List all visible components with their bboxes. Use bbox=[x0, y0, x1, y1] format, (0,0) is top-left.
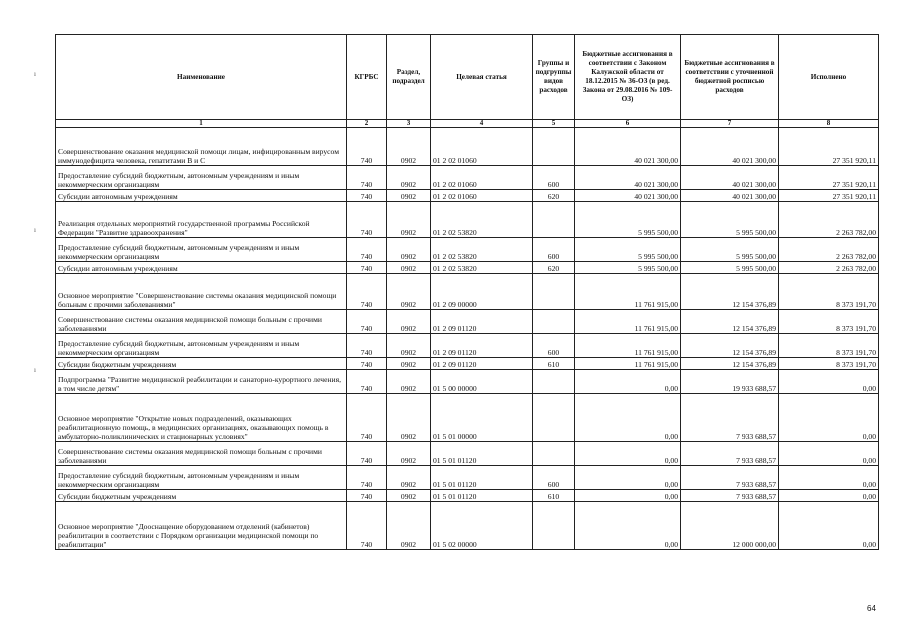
row-group-cell bbox=[533, 394, 575, 442]
row-section-cell: 0902 bbox=[387, 334, 431, 358]
col-header-law: Бюджетные ассигнования в соответствии с Законом Калужской области от 18.12.2015 № 36-ОЗ (в ред. Закона от 29.08.2016 № 109-ОЗ) bbox=[575, 35, 681, 120]
row-target-cell: 01 5 01 01120 bbox=[431, 466, 533, 490]
row-executed-amount-cell: 0,00 bbox=[779, 502, 879, 550]
row-executed-amount-cell: 27 351 920,11 bbox=[779, 166, 879, 190]
row-name-cell: Основное мероприятие "Дооснащение оборудованием отделений (кабинетов) реабилитации в соответствии с Порядком организации медицинской помощи по реабилитации" bbox=[56, 502, 347, 550]
row-law-amount-cell: 11 761 915,00 bbox=[575, 358, 681, 370]
row-section-cell: 0902 bbox=[387, 262, 431, 274]
row-refined-amount-cell: 7 933 688,57 bbox=[681, 490, 779, 502]
row-refined-amount-cell: 40 021 300,00 bbox=[681, 190, 779, 202]
row-section-cell: 0902 bbox=[387, 190, 431, 202]
row-name-cell: Совершенствование системы оказания медицинской помощи больным с прочими заболеваниями bbox=[56, 310, 347, 334]
row-target-cell: 01 5 02 00000 bbox=[431, 502, 533, 550]
col-number: 7 bbox=[681, 120, 779, 128]
col-number: 4 bbox=[431, 120, 533, 128]
row-refined-amount-cell: 12 154 376,89 bbox=[681, 358, 779, 370]
col-number: 3 bbox=[387, 120, 431, 128]
row-name-cell: Совершенствование оказания медицинской помощи лицам, инфицированным вирусом иммунодефицита человека, гепатитами В и С bbox=[56, 128, 347, 166]
row-law-amount-cell: 0,00 bbox=[575, 394, 681, 442]
row-name-cell: Субсидии автономным учреждениям bbox=[56, 262, 347, 274]
row-executed-amount-cell: 27 351 920,11 bbox=[779, 190, 879, 202]
row-section-cell: 0902 bbox=[387, 442, 431, 466]
row-refined-amount-cell: 12 154 376,89 bbox=[681, 334, 779, 358]
row-kgrbs-cell: 740 bbox=[347, 238, 387, 262]
row-name-cell: Предоставление субсидий бюджетным, автономным учреждениям и иным некоммерческим организациям bbox=[56, 166, 347, 190]
row-refined-amount-cell: 5 995 500,00 bbox=[681, 238, 779, 262]
row-name-cell: Субсидии автономным учреждениям bbox=[56, 190, 347, 202]
row-name-cell: Основное мероприятие "Совершенствование системы оказания медицинской помощи больным с прочими заболеваниями" bbox=[56, 274, 347, 310]
row-kgrbs-cell: 740 bbox=[347, 202, 387, 238]
row-kgrbs-cell: 740 bbox=[347, 166, 387, 190]
row-refined-amount-cell: 12 154 376,89 bbox=[681, 310, 779, 334]
row-target-cell: 01 2 02 53820 bbox=[431, 202, 533, 238]
table-header-row bbox=[56, 35, 879, 120]
row-group-cell: 620 bbox=[533, 262, 575, 274]
col-number: 5 bbox=[533, 120, 575, 128]
row-kgrbs-cell: 740 bbox=[347, 190, 387, 202]
row-group-cell bbox=[533, 370, 575, 394]
col-header-refined: Бюджетные ассигнования в соответствии с уточненной бюджетной росписью расходов bbox=[681, 35, 779, 120]
row-target-cell: 01 2 02 53820 bbox=[431, 238, 533, 262]
row-law-amount-cell: 40 021 300,00 bbox=[575, 166, 681, 190]
row-executed-amount-cell: 8 373 191,70 bbox=[779, 310, 879, 334]
row-kgrbs-cell: 740 bbox=[347, 310, 387, 334]
row-kgrbs-cell: 740 bbox=[347, 442, 387, 466]
table-row bbox=[56, 202, 879, 238]
col-header-target: Целевая статья bbox=[431, 35, 533, 120]
row-section-cell: 0902 bbox=[387, 370, 431, 394]
col-number: 8 bbox=[779, 120, 879, 128]
table-body bbox=[56, 128, 879, 550]
row-law-amount-cell: 5 995 500,00 bbox=[575, 262, 681, 274]
row-group-cell: 620 bbox=[533, 190, 575, 202]
row-section-cell: 0902 bbox=[387, 202, 431, 238]
row-section-cell: 0902 bbox=[387, 128, 431, 166]
row-kgrbs-cell: 740 bbox=[347, 262, 387, 274]
row-section-cell: 0902 bbox=[387, 238, 431, 262]
table-row bbox=[56, 190, 879, 202]
col-header-executed: Исполнено bbox=[779, 35, 879, 120]
row-target-cell: 01 2 02 53820 bbox=[431, 262, 533, 274]
row-law-amount-cell: 5 995 500,00 bbox=[575, 202, 681, 238]
row-name-cell: Субсидии бюджетным учреждениям bbox=[56, 358, 347, 370]
row-refined-amount-cell: 7 933 688,57 bbox=[681, 394, 779, 442]
table-row bbox=[56, 358, 879, 370]
table-row bbox=[56, 166, 879, 190]
row-executed-amount-cell: 0,00 bbox=[779, 442, 879, 466]
row-group-cell: 600 bbox=[533, 166, 575, 190]
row-refined-amount-cell: 5 995 500,00 bbox=[681, 202, 779, 238]
table-row bbox=[56, 128, 879, 166]
row-law-amount-cell: 0,00 bbox=[575, 502, 681, 550]
row-kgrbs-cell: 740 bbox=[347, 358, 387, 370]
row-section-cell: 0902 bbox=[387, 502, 431, 550]
row-executed-amount-cell: 0,00 bbox=[779, 370, 879, 394]
row-law-amount-cell: 11 761 915,00 bbox=[575, 274, 681, 310]
row-executed-amount-cell: 2 263 782,00 bbox=[779, 238, 879, 262]
row-executed-amount-cell: 8 373 191,70 bbox=[779, 334, 879, 358]
row-refined-amount-cell: 7 933 688,57 bbox=[681, 466, 779, 490]
row-target-cell: 01 5 00 00000 bbox=[431, 370, 533, 394]
col-number: 1 bbox=[56, 120, 347, 128]
scan-margin-mark: ı bbox=[34, 366, 36, 374]
row-section-cell: 0902 bbox=[387, 310, 431, 334]
row-name-cell: Субсидии бюджетным учреждениям bbox=[56, 490, 347, 502]
row-group-cell bbox=[533, 274, 575, 310]
col-header-kgrbs: КГРБС bbox=[347, 35, 387, 120]
row-target-cell: 01 2 09 01120 bbox=[431, 358, 533, 370]
row-target-cell: 01 5 01 01120 bbox=[431, 442, 533, 466]
budget-table bbox=[55, 34, 879, 550]
row-law-amount-cell: 40 021 300,00 bbox=[575, 128, 681, 166]
row-name-cell: Основное мероприятие "Открытие новых подразделений, оказывающих реабилитационную помощь, в медицинских организациях, оказывающих помощь в амбулаторно-поликлинических и стационарных условиях" bbox=[56, 394, 347, 442]
row-group-cell bbox=[533, 310, 575, 334]
row-kgrbs-cell: 740 bbox=[347, 490, 387, 502]
row-target-cell: 01 2 02 01060 bbox=[431, 128, 533, 166]
row-section-cell: 0902 bbox=[387, 274, 431, 310]
row-refined-amount-cell: 12 154 376,89 bbox=[681, 274, 779, 310]
row-executed-amount-cell: 2 263 782,00 bbox=[779, 202, 879, 238]
row-law-amount-cell: 0,00 bbox=[575, 490, 681, 502]
row-executed-amount-cell: 8 373 191,70 bbox=[779, 274, 879, 310]
row-name-cell: Предоставление субсидий бюджетным, автономным учреждениям и иным некоммерческим организациям bbox=[56, 466, 347, 490]
row-executed-amount-cell: 0,00 bbox=[779, 466, 879, 490]
row-executed-amount-cell: 0,00 bbox=[779, 490, 879, 502]
col-number: 2 bbox=[347, 120, 387, 128]
table-row bbox=[56, 334, 879, 358]
row-group-cell: 600 bbox=[533, 466, 575, 490]
row-executed-amount-cell: 27 351 920,11 bbox=[779, 128, 879, 166]
row-kgrbs-cell: 740 bbox=[347, 370, 387, 394]
row-section-cell: 0902 bbox=[387, 166, 431, 190]
table-row bbox=[56, 442, 879, 466]
row-target-cell: 01 5 01 01120 bbox=[431, 490, 533, 502]
row-executed-amount-cell: 0,00 bbox=[779, 394, 879, 442]
row-refined-amount-cell: 40 021 300,00 bbox=[681, 128, 779, 166]
row-group-cell bbox=[533, 128, 575, 166]
row-target-cell: 01 2 09 01120 bbox=[431, 310, 533, 334]
row-name-cell: Предоставление субсидий бюджетным, автономным учреждениям и иным некоммерческим организациям bbox=[56, 334, 347, 358]
row-name-cell: Совершенствование системы оказания медицинской помощи больным с прочими заболеваниями bbox=[56, 442, 347, 466]
row-law-amount-cell: 0,00 bbox=[575, 442, 681, 466]
row-law-amount-cell: 0,00 bbox=[575, 466, 681, 490]
table-row bbox=[56, 466, 879, 490]
row-section-cell: 0902 bbox=[387, 466, 431, 490]
row-kgrbs-cell: 740 bbox=[347, 274, 387, 310]
row-group-cell: 600 bbox=[533, 238, 575, 262]
table-row bbox=[56, 370, 879, 394]
table-row bbox=[56, 310, 879, 334]
table-row bbox=[56, 490, 879, 502]
row-kgrbs-cell: 740 bbox=[347, 128, 387, 166]
row-kgrbs-cell: 740 bbox=[347, 334, 387, 358]
col-header-groups: Группы и подгруппы видов расходов bbox=[533, 35, 575, 120]
row-group-cell: 610 bbox=[533, 490, 575, 502]
table-row bbox=[56, 238, 879, 262]
row-executed-amount-cell: 8 373 191,70 bbox=[779, 358, 879, 370]
scan-margin-mark: ı bbox=[34, 226, 36, 234]
row-group-cell: 610 bbox=[533, 358, 575, 370]
row-refined-amount-cell: 19 933 688,57 bbox=[681, 370, 779, 394]
table-row bbox=[56, 274, 879, 310]
row-kgrbs-cell: 740 bbox=[347, 466, 387, 490]
table-row bbox=[56, 262, 879, 274]
row-law-amount-cell: 11 761 915,00 bbox=[575, 334, 681, 358]
row-target-cell: 01 5 01 00000 bbox=[431, 394, 533, 442]
row-refined-amount-cell: 5 995 500,00 bbox=[681, 262, 779, 274]
row-group-cell bbox=[533, 202, 575, 238]
row-law-amount-cell: 40 021 300,00 bbox=[575, 190, 681, 202]
row-target-cell: 01 2 09 01120 bbox=[431, 334, 533, 358]
row-kgrbs-cell: 740 bbox=[347, 502, 387, 550]
row-section-cell: 0902 bbox=[387, 394, 431, 442]
row-kgrbs-cell: 740 bbox=[347, 394, 387, 442]
row-name-cell: Предоставление субсидий бюджетным, автономным учреждениям и иным некоммерческим организациям bbox=[56, 238, 347, 262]
row-refined-amount-cell: 40 021 300,00 bbox=[681, 166, 779, 190]
row-name-cell: Подпрограмма "Развитие медицинской реабилитации и санаторно-курортного лечения, в том числе детям" bbox=[56, 370, 347, 394]
row-refined-amount-cell: 12 000 000,00 bbox=[681, 502, 779, 550]
page-number: 64 bbox=[867, 604, 876, 613]
row-law-amount-cell: 0,00 bbox=[575, 370, 681, 394]
row-target-cell: 01 2 09 00000 bbox=[431, 274, 533, 310]
table-row bbox=[56, 394, 879, 442]
row-group-cell: 600 bbox=[533, 334, 575, 358]
row-target-cell: 01 2 02 01060 bbox=[431, 166, 533, 190]
row-target-cell: 01 2 02 01060 bbox=[431, 190, 533, 202]
row-executed-amount-cell: 2 263 782,00 bbox=[779, 262, 879, 274]
col-number: 6 bbox=[575, 120, 681, 128]
col-header-name: Наименование bbox=[56, 35, 347, 120]
row-section-cell: 0902 bbox=[387, 490, 431, 502]
scan-margin-mark: ı bbox=[34, 70, 36, 78]
row-law-amount-cell: 5 995 500,00 bbox=[575, 238, 681, 262]
row-group-cell bbox=[533, 502, 575, 550]
column-number-row bbox=[56, 120, 879, 128]
row-law-amount-cell: 11 761 915,00 bbox=[575, 310, 681, 334]
row-name-cell: Реализация отдельных мероприятий государственной программы Российской Федерации "Развитие здравоохранения" bbox=[56, 202, 347, 238]
row-group-cell bbox=[533, 442, 575, 466]
row-refined-amount-cell: 7 933 688,57 bbox=[681, 442, 779, 466]
table-row bbox=[56, 502, 879, 550]
col-header-section: Раздел, подраздел bbox=[387, 35, 431, 120]
row-section-cell: 0902 bbox=[387, 358, 431, 370]
